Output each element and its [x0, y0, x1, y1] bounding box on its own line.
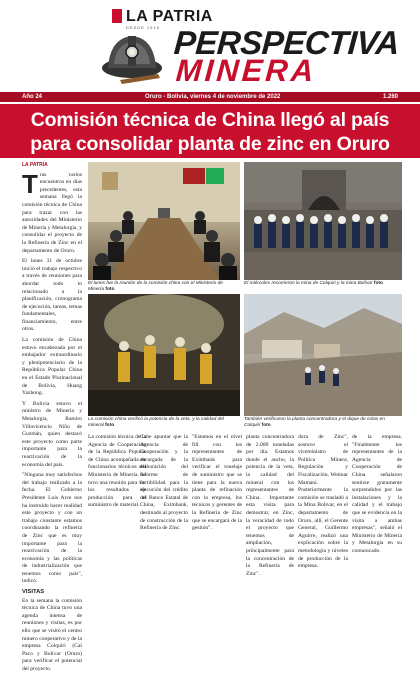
bottom-column-3	[192, 434, 242, 536]
issue-year: Año 24	[22, 94, 43, 100]
bottom-column-5	[298, 434, 348, 570]
brand-name: LA PATRIA	[126, 8, 213, 25]
photo-caption-4	[244, 417, 402, 429]
photo-plant	[244, 294, 402, 416]
bottom-paragraph-3: "Estamos en el nivel fill con los representantes de Eximbank para verificar el tonelaje de suministro que se tiene para la nueva planta de refinación con la empresa, los técnicos y gerentes de la Refinería de Zinc que se encargará de la gestión".	[192, 434, 242, 532]
drop-cap: T	[22, 168, 38, 199]
caption-credit-1: foto	[105, 287, 115, 292]
bottom-paragraph-2: Cabe apuntar que la Agencia de Cooperación y la encargada de la elaboración del informe de factibilidad para la ejecución del crédito del Banco Estatal de China, Eximbank, destinado al proyecto de construcción de la Refinería de Zinc.	[140, 434, 188, 532]
headline-line1: Comisión técnica de China llegó al país	[30, 109, 390, 131]
bottom-columns	[88, 434, 402, 577]
photo-mine-entrance	[244, 162, 402, 280]
mine-entrance-scene	[244, 162, 402, 280]
bottom-paragraph-1: La comisión técnica de la Agencia de Cooperación de la República Popular de China acompañada de funcionarios técnicos del Ministerio de Minería. Se tuvo una reunión para ver los resultados de producción para el suministro de material.	[88, 434, 146, 509]
caption-text-2: El miércoles recorrieron la mina de Colquiri y la mina Bolívar	[244, 281, 373, 286]
paragraph-3: La comisión de China estuvo encabezada por el embajador extraordinario y plenipotenciario de la República Popular China en el Estado Plurinacional de Bolivia, Huang Yazhong.	[22, 337, 82, 397]
bottom-column-2	[140, 434, 188, 536]
paragraph-1: ras varios encuentros en días precedentes, esta semana llegó la comisión técnica de China para trazar con las autoridades del Ministerio de Minería y Metalurgia, y consolidar el proyecto de la Refinería de Zinc en el departamento de Oruro.	[22, 171, 83, 254]
dateline: Oruro - Bolivia, viernes 4 de noviembre de 2022	[145, 94, 281, 100]
photo-grid	[88, 162, 402, 427]
underground-scene	[88, 294, 240, 416]
paragraph-5: "Ninguna muy satisfechos del trabajo realizado a la fecha. El Gobierno Presidente Luis Arce nos ha instruido hacer realidad este proyecto y con un trabajo constante estamos coordinando la refinería de Zinc que es muy importante para la reactivación de la economía y las políticas de industrialización que tenemos como país", indicó.	[22, 472, 82, 585]
bottom-column-6	[352, 434, 402, 554]
caption-credit-2: foto	[373, 281, 383, 286]
bottom-paragraph-6: de la empresa. "Finalmente los representantes de la Agencia de Cooperación de China señalaron sentirse gratamente sorprendidos por las instalaciones y la calidad y el trabajo que se evidencia en la visita a ambas empresas", señaló el Ministerio de Minería y Metalurgia en su comunicado.	[352, 434, 402, 554]
caption-text-1: El lunes fue la reunión de la comisión china con el Ministerio de Minería	[88, 281, 223, 292]
photo-caption-2	[244, 281, 402, 287]
caption-text-3: La comisión china verificó la potencia de la veta, y la calidad del mineral	[88, 417, 224, 428]
article-body	[22, 162, 402, 672]
section-heading-visitas: VISITAS	[22, 589, 45, 596]
headline-line2: para consolidar planta de zinc en Oruro	[30, 133, 390, 155]
left-column	[22, 162, 83, 672]
meeting-scene	[88, 162, 240, 280]
headline	[0, 104, 420, 158]
paragraph-2: El lunes 31 de octubre inició el trabajo respectivo a través de reuniones para abordar todo lo relacionado a la planificación, cronograma de ejecución, tareas, temas fundamentales, financiamiento, entre otros.	[22, 258, 82, 333]
photo-caption-1	[88, 281, 240, 293]
brand-sub: DESDE 1919	[126, 25, 160, 30]
caption-credit-4: foto	[261, 423, 271, 428]
miner-helmet-icon	[100, 30, 164, 86]
supplement-title-line2: MINERA	[174, 53, 318, 88]
bottom-column-1	[88, 434, 146, 536]
photo-meeting	[88, 162, 240, 280]
paragraph-visitas: En la semana la comisión técnica de China tuvo una agenda intensa de reuniones y visitas, es por ello que se visitó el centro minero cooperativo y de la empresa Colquiri (Cal Paco y Bolívar (Oruro) para verificar el potencial del proyecto.	[22, 597, 82, 672]
info-bar	[0, 92, 420, 102]
masthead	[0, 0, 420, 92]
la-patria-mark-icon	[112, 9, 122, 23]
bottom-paragraph-5: dora de Zinc", sostuvo el viceministro de Política Minera, Regulación y Fiscalización, Weimar Mamani. Posteriormente la comisión se trasladó a la Mina Bolívar, en el departamento de Oruro, allí, el Gerente General, Guillermo Aguirre, realizó una explicación sobre la metodología y niveles de producción de la empresa.	[298, 434, 348, 570]
caption-credit-3: foto	[105, 423, 115, 428]
plant-scene	[244, 294, 402, 416]
lead-paragraph	[22, 168, 83, 256]
bottom-paragraph-4: planta concentradora de 2.000 toneladas por día. Estamos donde el ancho, la potencia de la veta, la calidad del mineral con los representantes de China. Importante esta visita para demostrar, en Zinc, la veracidad de todo el proyecto que tenemos de ampliación, principalmente para la concentración de la Refinería de Zinc".	[246, 434, 294, 577]
photo-caption-3	[88, 417, 240, 429]
caption-text-4: También verificaron la planta concentradora y el dique de colas en Colquiri	[244, 417, 385, 428]
paragraph-4: Y Bolivia estuvo el ministro de Minería y Metalurgia, Ramiro Villavicencio Niño de Guzmán, quien destacó este proyecto como parte importante para la reactivación de la economía del país.	[22, 400, 82, 468]
bottom-column-4	[246, 434, 294, 577]
issue-number: 1.260	[382, 94, 398, 100]
supplement-title-line1: PERSPECTIVA	[172, 24, 401, 61]
photo-underground	[88, 294, 240, 416]
article-kicker: LA PATRIA	[22, 162, 48, 168]
